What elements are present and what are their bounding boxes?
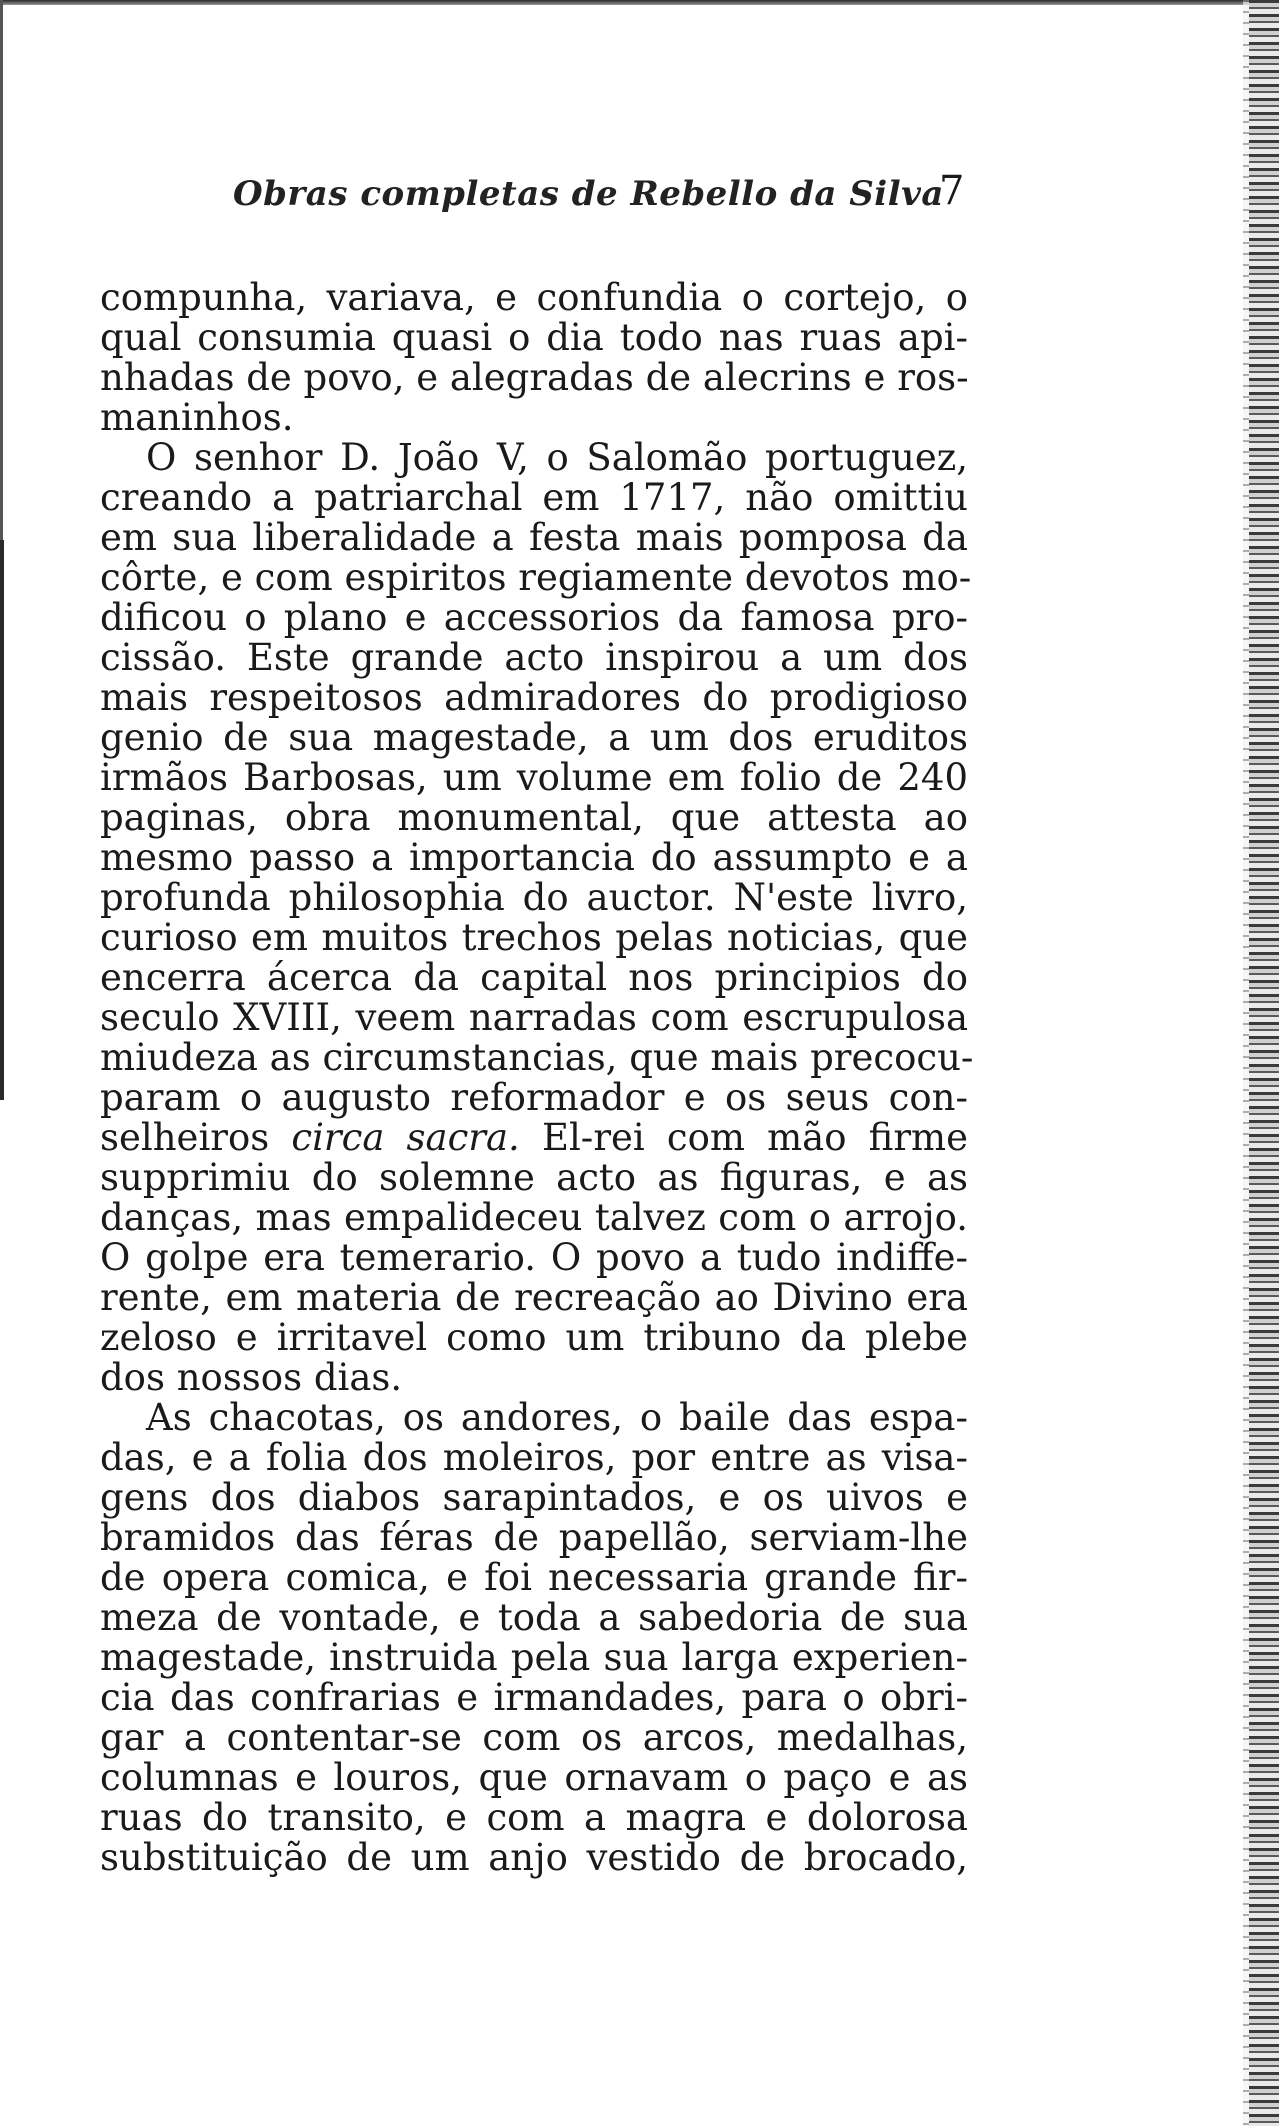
text-line: profunda philosophia do auctor. N'este livro, bbox=[100, 876, 968, 919]
text-line: nhadas de povo, e alegradas de alecrins e ros- bbox=[100, 356, 969, 399]
text-line: genio de sua magestade, a um dos eruditos bbox=[100, 716, 968, 759]
text-line: dificou o plano e accessorios da famosa pro- bbox=[100, 596, 968, 639]
text-line: gar a contentar-se com os arcos, medalhas, bbox=[100, 1716, 968, 1759]
text-line: de opera comica, e foi necessaria grande fir- bbox=[100, 1556, 968, 1599]
text-line: zeloso e irritavel como um tribuno da plebe bbox=[100, 1316, 968, 1359]
text-line: substituição de um anjo vestido de brocado, bbox=[100, 1836, 968, 1879]
text-line: meza de vontade, e toda a sabedoria de sua bbox=[100, 1596, 968, 1639]
text-line: maninhos. bbox=[100, 396, 294, 439]
text-segment: El-rei com mão firme bbox=[541, 1116, 968, 1159]
text-line: As chacotas, os andores, o baile das espa- bbox=[146, 1396, 968, 1439]
page-top-edge bbox=[0, 0, 1279, 5]
text-line: côrte, e com espiritos regiamente devotos mo- bbox=[100, 556, 972, 599]
text-line: seculo XVIII, veem narradas com escrupulosa bbox=[100, 996, 968, 1039]
page-number: 7 bbox=[939, 168, 965, 214]
text-line: creando a patriarchal em 1717, não omittiu bbox=[100, 476, 968, 519]
page-header bbox=[233, 168, 995, 228]
text-line: paginas, obra monumental, que attesta ao bbox=[100, 796, 968, 839]
text-line: bramidos das féras de papellão, serviam-lhe bbox=[100, 1516, 968, 1559]
text-segment: selheiros bbox=[100, 1116, 270, 1159]
text-line: qual consumia quasi o dia todo nas ruas api- bbox=[100, 316, 968, 359]
text-line: miudeza as circumstancias, que mais precocu- bbox=[100, 1036, 974, 1079]
text-line: das, e a folia dos moleiros, por entre as visa- bbox=[100, 1436, 968, 1479]
text-line-mixed bbox=[100, 1118, 968, 1158]
text-line: columnas e louros, que ornavam o paço e as bbox=[100, 1756, 968, 1799]
text-line: dos nossos dias. bbox=[100, 1356, 403, 1399]
book-spine-edge bbox=[1249, 0, 1279, 2126]
text-line: ruas do transito, e com a magra e dolorosa bbox=[100, 1796, 968, 1839]
text-line: encerra ácerca da capital nos principios do bbox=[100, 956, 968, 999]
text-line: mesmo passo a importancia do assumpto e a bbox=[100, 836, 968, 879]
text-line: cissão. Este grande acto inspirou a um dos bbox=[100, 636, 968, 679]
text-line: em sua liberalidade a festa mais pomposa da bbox=[100, 516, 968, 559]
text-line: supprimiu do solemne acto as figuras, e as bbox=[100, 1156, 968, 1199]
text-line: irmãos Barbosas, um volume em folio de 240 bbox=[100, 756, 968, 799]
text-line: magestade, instruida pela sua larga experien- bbox=[100, 1636, 968, 1679]
text-line: curioso em muitos trechos pelas noticias, que bbox=[100, 916, 968, 959]
running-title: Obras completas de Rebello da Silva bbox=[233, 174, 944, 214]
text-line: compunha, variava, e confundia o cortejo, o bbox=[100, 276, 968, 319]
text-line: O senhor D. João V, o Salomão portuguez, bbox=[146, 436, 968, 479]
page-left-shadow bbox=[0, 540, 4, 1100]
text-line: param o augusto reformador e os seus con- bbox=[100, 1076, 968, 1119]
text-line: cia das confrarias e irmandades, para o obri- bbox=[100, 1676, 968, 1719]
body-text bbox=[100, 276, 974, 1879]
text-line: mais respeitosos admiradores do prodigioso bbox=[100, 676, 968, 719]
text-line: rente, em materia de recreação ao Divino era bbox=[100, 1276, 968, 1319]
text-line: gens dos diabos sarapintados, e os uivos e bbox=[100, 1476, 968, 1519]
text-line: danças, mas empalideceu talvez com o arrojo. bbox=[100, 1196, 968, 1239]
italic-phrase: circa sacra. bbox=[291, 1116, 520, 1159]
text-line: O golpe era temerario. O povo a tudo indiffe- bbox=[100, 1236, 968, 1279]
